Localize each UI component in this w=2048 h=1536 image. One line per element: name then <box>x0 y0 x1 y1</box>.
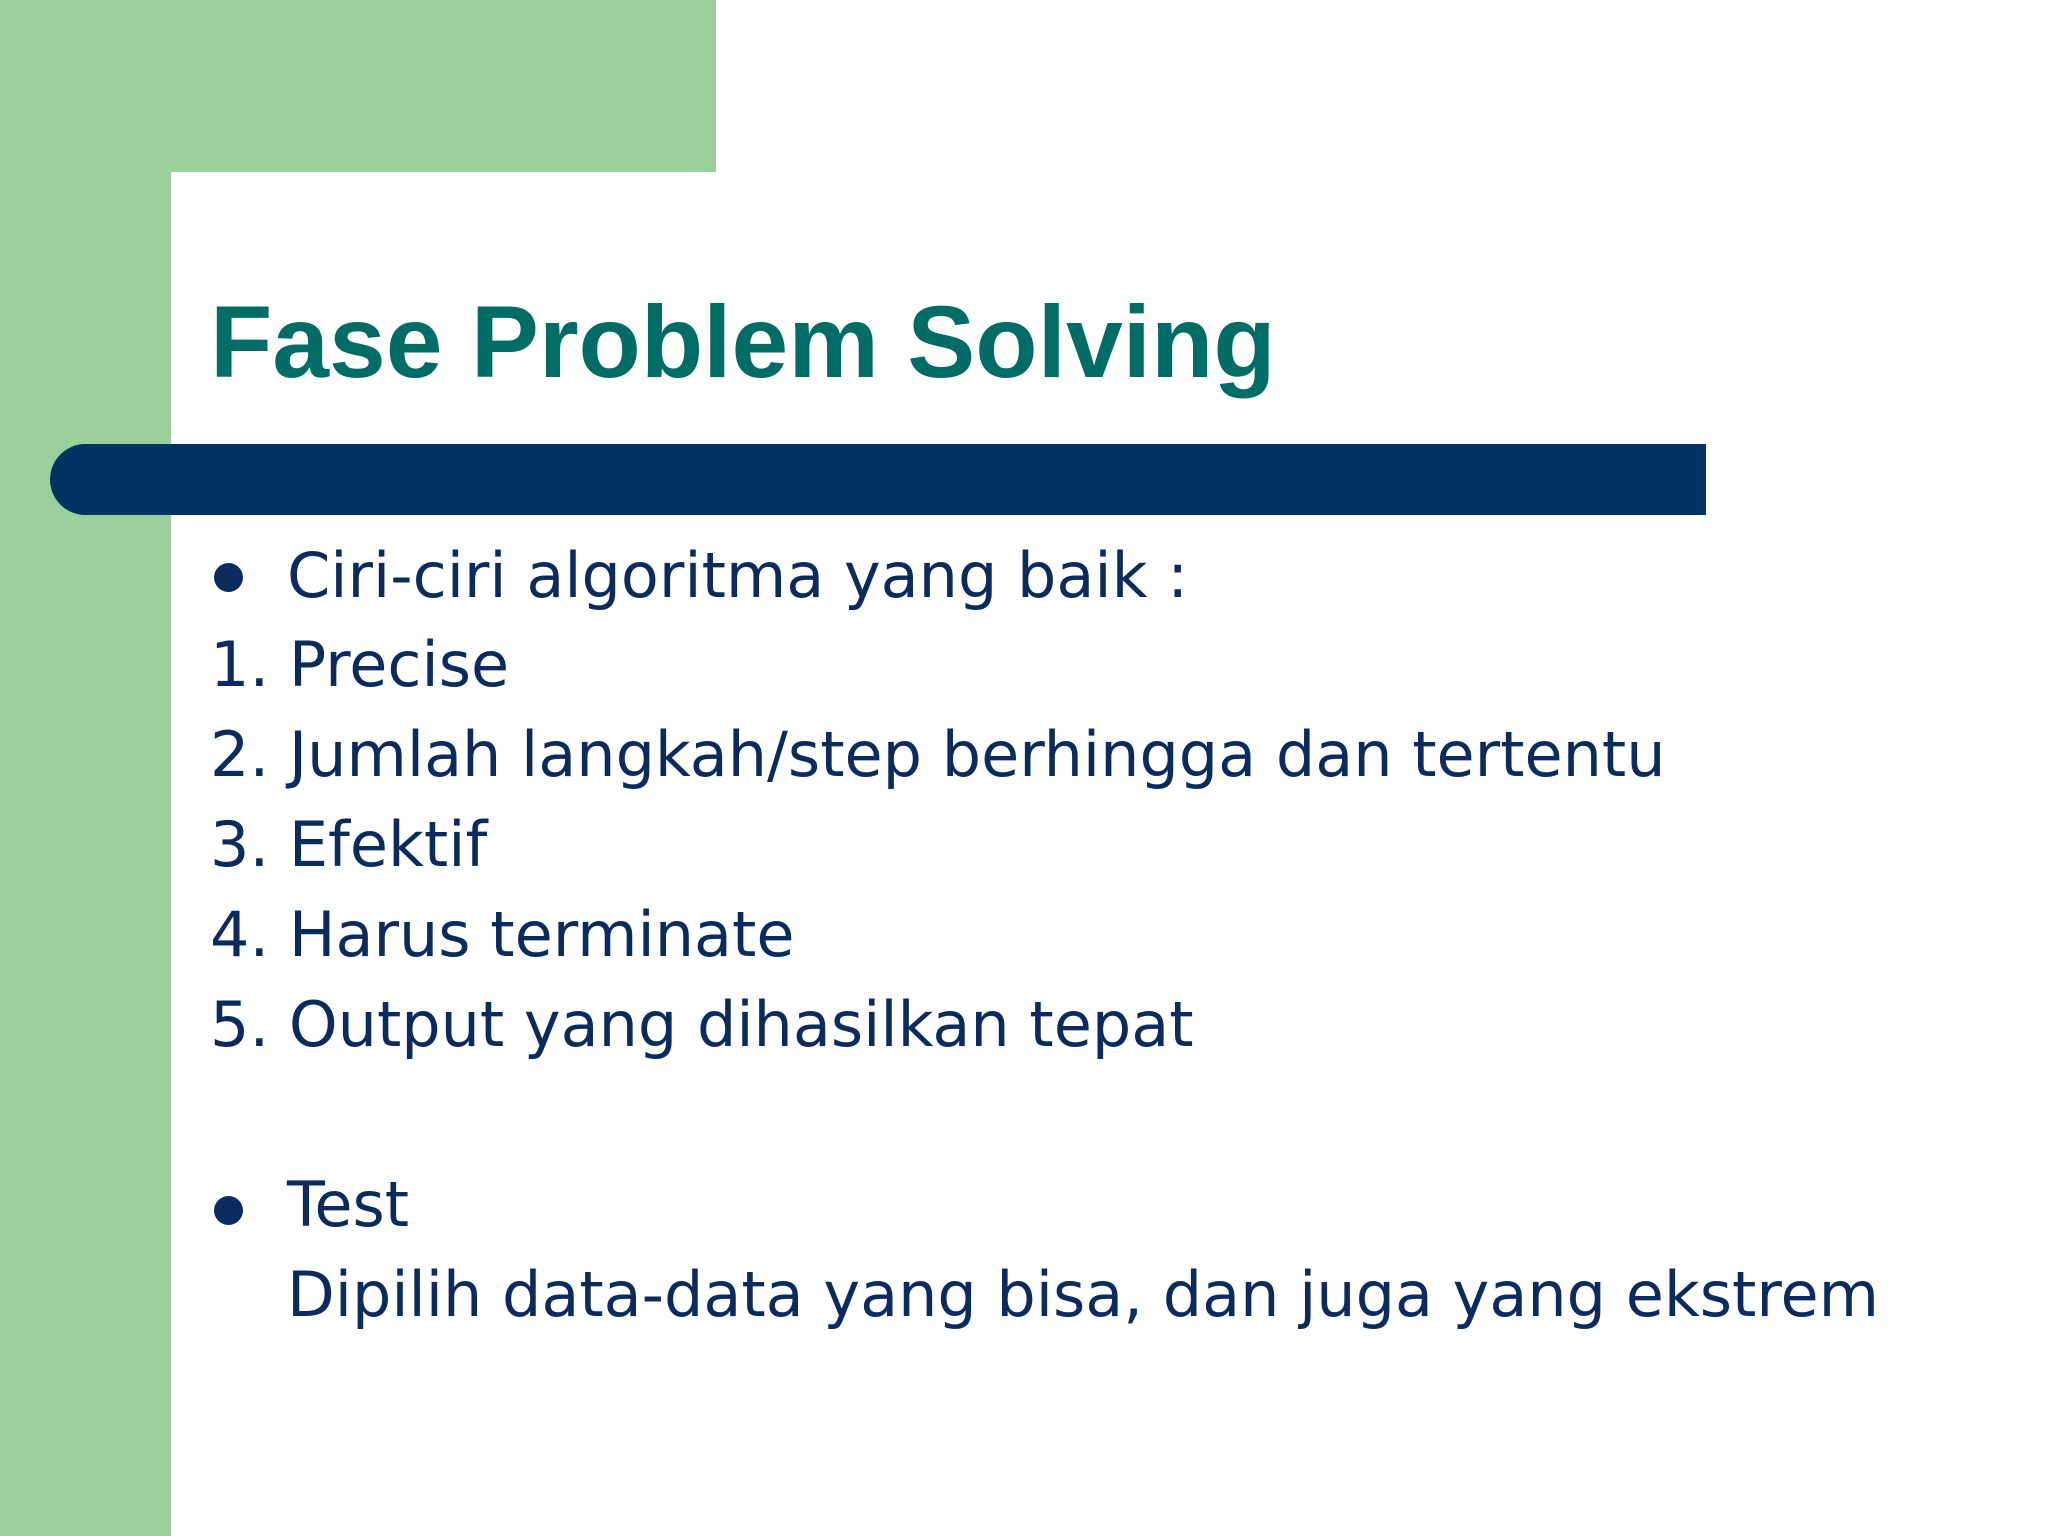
slide-title: Fase Problem Solving <box>210 285 1276 399</box>
bullet-dot-icon <box>214 1196 243 1225</box>
list-item: 3. Efektif <box>210 808 488 881</box>
green-band-side <box>0 0 171 1536</box>
title-rule <box>50 444 1706 515</box>
list-item: 2. Jumlah langkah/step berhingga dan tertentu <box>210 718 1666 791</box>
list-item: 4. Harus terminate <box>210 898 795 971</box>
bullet-criteria: Ciri-ciri algoritma yang baik : <box>287 539 1189 612</box>
bullet-test: Test <box>287 1168 410 1241</box>
bullet-dot-icon <box>214 563 243 592</box>
list-item: 5. Output yang dihasilkan tepat <box>210 988 1194 1061</box>
bullet-test-detail: Dipilih data-data yang bisa, dan juga yang ekstrem <box>287 1258 1880 1331</box>
list-item: 1. Precise <box>210 628 510 701</box>
